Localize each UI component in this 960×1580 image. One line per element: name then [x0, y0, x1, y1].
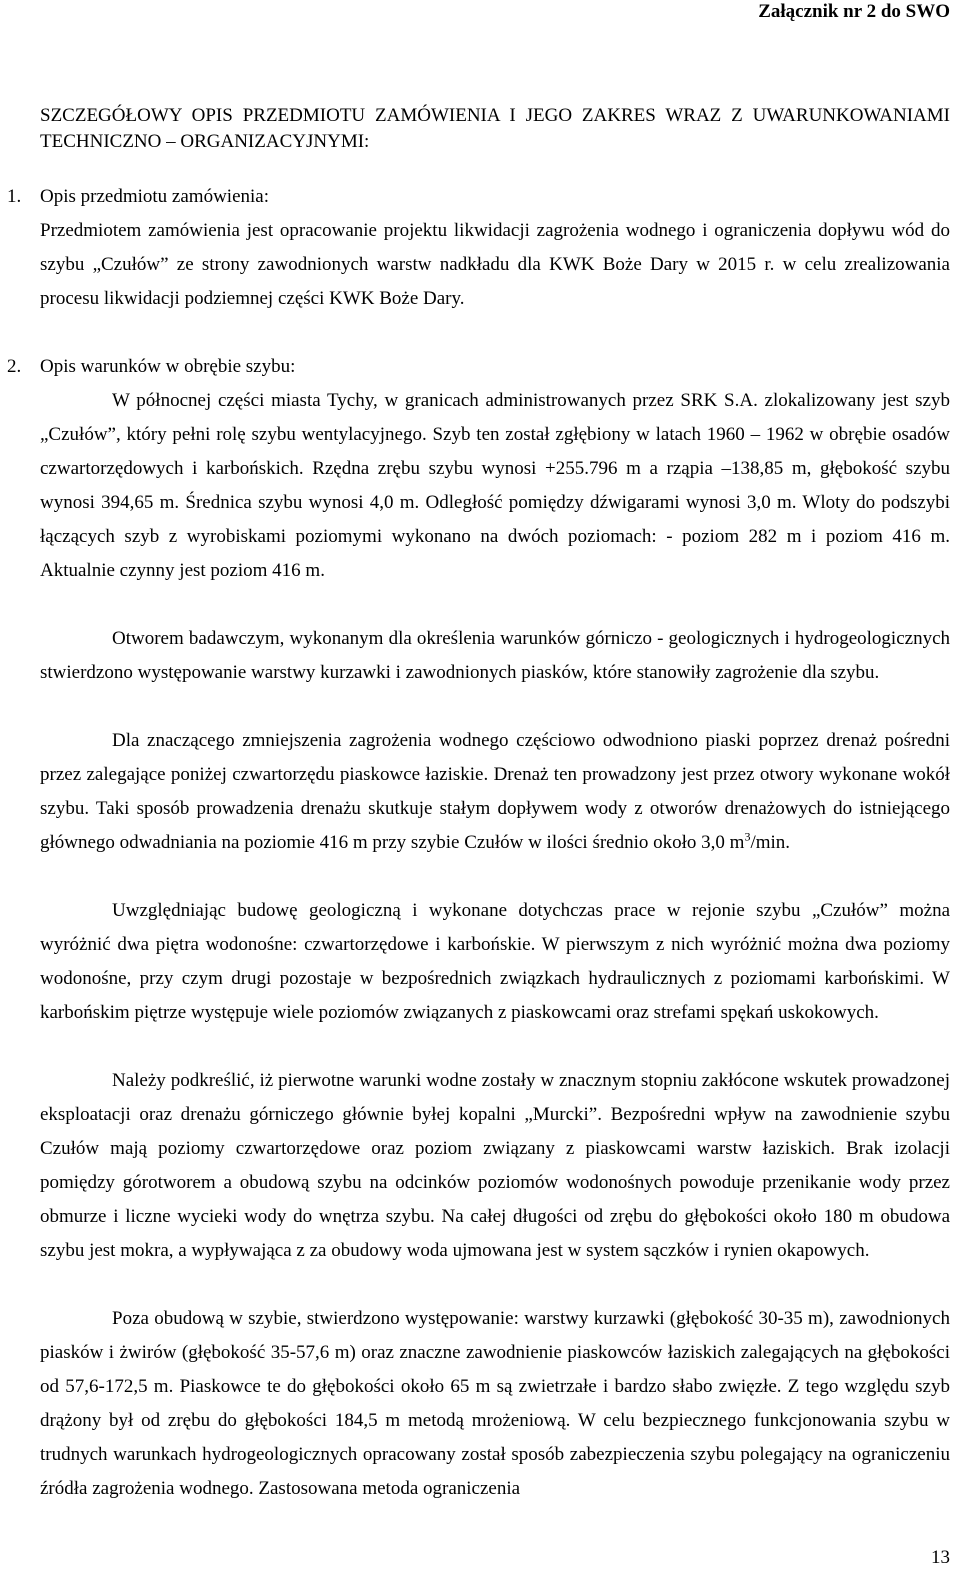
- section-1-text: Przedmiotem zamówienia jest opracowanie projektu likwidacji zagrożenia wodnego i ograniczenia dopływu wód do szybu „Czułów” ze strony zawodnionych warstw nadkładu dla KWK Boże Dary w 2015 r. w celu zrealizowania procesu likwidacji podziemnej części KWK Boże Dary.: [40, 220, 950, 309]
- cubic-superscript: 3: [744, 829, 751, 844]
- page-number: 13: [931, 1547, 950, 1568]
- paragraph-drainage: [40, 724, 950, 860]
- paragraph-aquifers: Uwzględniając budowę geologiczną i wykonane dotychczas prace w rejonie szybu „Czułów” można wyróżnić dwa piętra wodonośne: czwartorzędowe i karbońskie. W pierwszym z nich wyróżnić można dwa poziomy wodonośne, przy czym drugi pozostaje w bezpośrednich związkach hydraulicznych z poziomami karbońskimi. W karbońskim piętrze występuje wiele poziomów związanych z piaskowcami oraz strefami spękań uskokowych.: [40, 900, 950, 1023]
- annex-label: Załącznik nr 2 do SWO: [758, 1, 950, 22]
- document-title: SZCZEGÓŁOWY OPIS PRZEDMIOTU ZAMÓWIENIA I JEGO ZAKRES WRAZ Z UWARUNKOWANIAMI TECHNICZNO – ORGANIZACYJNYMI:: [40, 105, 950, 152]
- section-2-number: 2.: [7, 356, 22, 377]
- paragraph-casing: Poza obudową w szybie, stwierdzono występowanie: warstwy kurzawki (głębokość 30-35 m), zawodnionych piasków i żwirów (głębokość 35-57,6 m) oraz znaczne zawodnienie piaskowców łaziskich zalegających na głębokości od 57,6-172,5 m. Piaskowce te do głębokości około 65 m są zwietrzałe i bardzo słabo zwięzłe. Z tego względu szyb drążony był od zrębu do głębokości 184,5 m metodą mrożeniową. W celu bezpiecznego funkcjonowania szybu w trudnych warunkach hydrogeologicznych opracowany został sposób zabezpieczenia szybu polegający na ograniczeniu źródła zagrożenia wodnego. Zastosowana metoda ograniczenia: [40, 1308, 950, 1499]
- section-1-number: 1.: [7, 186, 22, 207]
- section-1-title: Opis przedmiotu zamówienia:: [40, 186, 269, 207]
- section-2-heading: [7, 350, 296, 384]
- paragraph-water-conditions: Należy podkreślić, iż pierwotne warunki wodne zostały w znacznym stopniu zakłócone wskutek prowadzonej eksploatacji oraz drenażu górniczego głównie byłej kopalni „Murcki”. Bezpośredni wpływ na zawodnienie szybu Czułów mają poziomy czwartorzędowe oraz poziom związany z piaskowcami warstw łaziskich. Brak izolacji pomiędzy górotworem a obudową szybu na odcinków poziomów wodonośnych powoduje przenikanie wody przez obmurze i liczne wycieki wody do wnętrza szybu. Na całej długości od zrębu do głębokości około 180 m obudowa szybu jest mokra, a wypływająca z za obudowy woda ujmowana jest w system sączków i rynien okapowych.: [40, 1070, 950, 1261]
- paragraph-shaft-description: W północnej części miasta Tychy, w granicach administrowanych przez SRK S.A. zlokalizowany jest szyb „Czułów”, który pełni rolę szybu wentylacyjnego. Szyb ten został zgłębiony w latach 1960 – 1962 w obrębie osadów czwartorzędowych i karbońskich. Rzędna zrębu szybu wynosi +255.796 m a rząpia –138,85 m, głębokość szybu wynosi 394,65 m. Średnica szybu wynosi 4,0 m. Odległość pomiędzy dźwigarami wynosi 3,0 m. Wloty do podszybi łączących szyb z wyrobiskami poziomymi wykonano na dwóch poziomach: - poziom 282 m i poziom 416 m. Aktualnie czynny jest poziom 416 m.: [40, 390, 950, 581]
- drainage-text: Dla znaczącego zmniejszenia zagrożenia wodnego częściowo odwodniono piaski poprzez drenaż pośredni przez zalegające poniżej czwartorzędu piaskowce łaziskie. Drenaż ten prowadzony jest przez otwory wykonane wokół szybu. Taki sposób prowadzenia drenażu skutkuje stałym dopływem wody z otworów drenażowych do istniejącego głównego odwadniania na poziomie 416 m przy szybie Czułów w ilości średnio około 3,0 m: [40, 730, 950, 853]
- paragraph-borehole: Otworem badawczym, wykonanym dla określenia warunków górniczo - geologicznych i hydrogeologicznych stwierdzono występowanie warstwy kurzawki i zawodnionych piasków, które stanowiły zagrożenie dla szybu.: [40, 628, 950, 683]
- drainage-unit: /min.: [750, 832, 791, 853]
- section-1-heading: [7, 180, 269, 214]
- section-2-title: Opis warunków w obrębie szybu:: [40, 356, 296, 377]
